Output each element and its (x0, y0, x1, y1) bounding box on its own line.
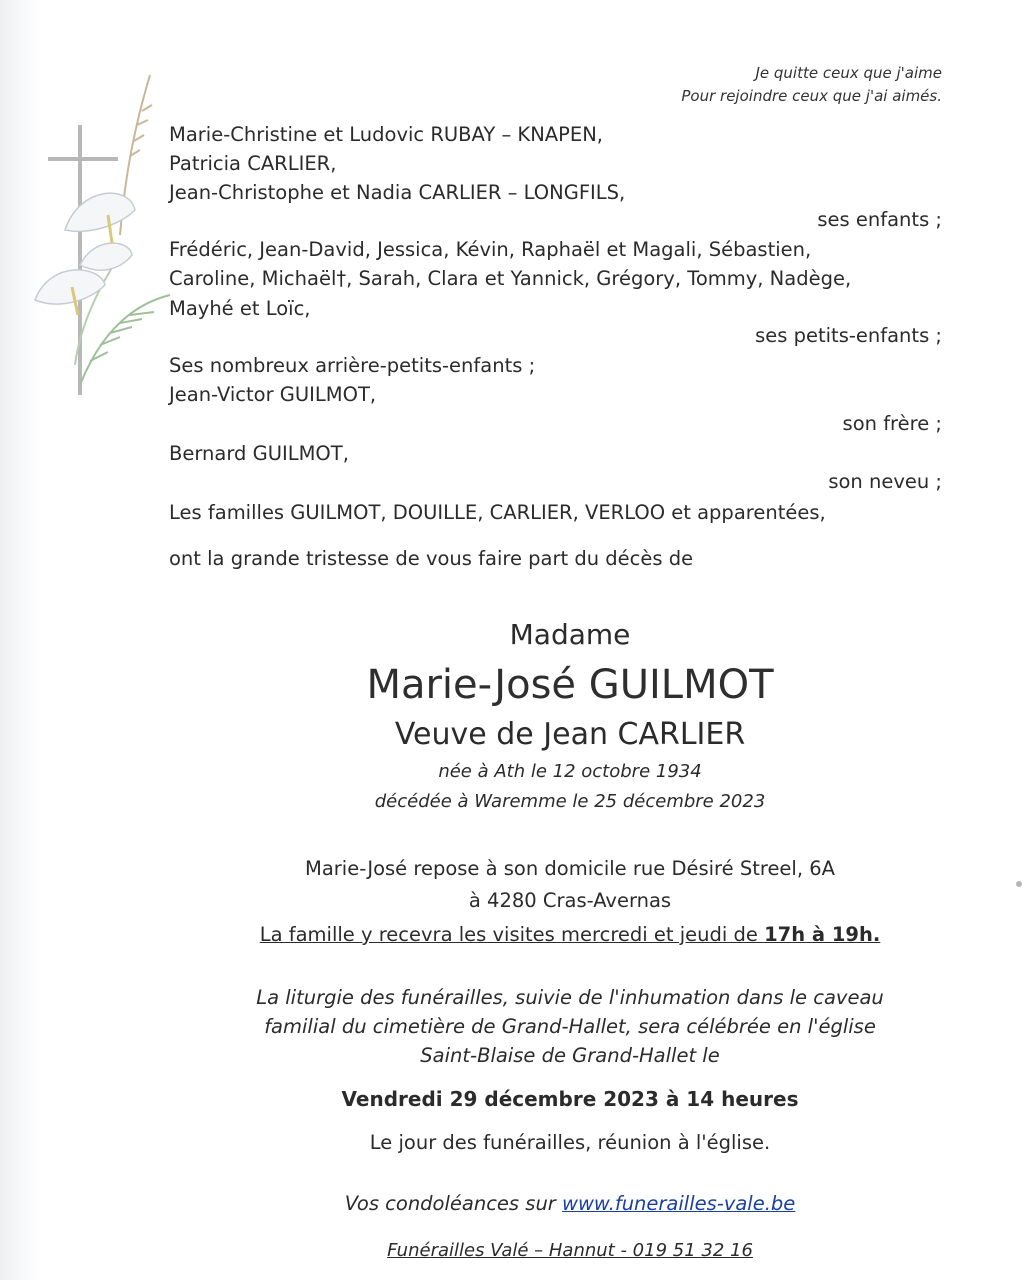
condolences-link[interactable]: www.funerailles-vale.be (562, 1192, 796, 1215)
visitation-line-2: à 4280 Cras-Avernas (468, 889, 672, 912)
meeting-line: Le jour des funérailles, réunion à l'église. (369, 1131, 771, 1154)
child-line-1: Marie-Christine et Ludovic RUBAY – KNAPEN, (169, 123, 603, 146)
nephew-name: Bernard GUILMOT, (169, 442, 349, 465)
visitation-line-1: Marie-José repose à son domicile rue Désiré Streel, 6A (305, 857, 835, 880)
visitation-days: La famille y recevra les visites mercredi et jeudi de (259, 923, 765, 946)
deceased-title: Madame (509, 618, 631, 651)
birth-line: née à Ath le 12 octobre 1934 (438, 761, 702, 782)
funeral-home-contact: Funérailles Valé – Hannut - 019 51 32 16 (387, 1240, 753, 1261)
child-line-2: Patricia CARLIER, (169, 152, 337, 175)
epitaph-line-2: Pour rejoindre ceux que j'ai aimés. (681, 87, 942, 105)
death-line: décédée à Waremme le 25 décembre 2023 (374, 791, 766, 812)
scan-speck (1016, 881, 1022, 887)
liturgy-line-2: familial du cimetière de Grand-Hallet, sera célébrée en l'église (264, 1015, 876, 1038)
calla-lily-icon (35, 193, 135, 315)
brother-name: Jean-Victor GUILMOT, (169, 383, 377, 406)
grandchildren-line-1: Frédéric, Jean-David, Jessica, Kévin, Raphaël et Magali, Sébastien, (169, 238, 812, 261)
condolences-line (0, 1192, 1034, 1215)
visitation-line-3 (0, 923, 1034, 946)
cross-lily-decoration (20, 65, 190, 405)
children-label: ses enfants ; (817, 208, 942, 231)
grandchildren-line-3: Mayhé et Loïc, (169, 297, 311, 320)
great-grandchildren-line: Ses nombreux arrière-petits-enfants ; (169, 354, 536, 377)
epitaph-line-1: Je quitte ceux que j'aime (755, 64, 942, 82)
condolences-prefix: Vos condoléances sur (344, 1192, 563, 1215)
child-line-3: Jean-Christophe et Nadia CARLIER – LONGFILS, (169, 181, 626, 204)
visitation-hours: 17h à 19h. (764, 923, 881, 946)
brother-label: son frère ; (842, 412, 942, 435)
grandchildren-line-2: Caroline, Michaël†, Sarah, Clara et Yannick, Grégory, Tommy, Nadège, (169, 267, 852, 290)
liturgy-line-3: Saint-Blaise de Grand-Hallet le (420, 1044, 720, 1067)
liturgy-line-1: La liturgie des funérailles, suivie de l'inhumation dans le caveau (256, 986, 884, 1009)
deceased-name: Marie-José GUILMOT (366, 662, 774, 708)
widow-of-line: Veuve de Jean CARLIER (394, 717, 746, 752)
grandchildren-label: ses petits-enfants ; (755, 324, 942, 347)
announcement-line: ont la grande tristesse de vous faire part du décès de (169, 547, 694, 570)
funeral-date: Vendredi 29 décembre 2023 à 14 heures (341, 1087, 799, 1111)
families-line: Les familles GUILMOT, DOUILLE, CARLIER, VERLOO et apparentées, (169, 501, 826, 524)
nephew-label: son neveu ; (828, 470, 942, 493)
